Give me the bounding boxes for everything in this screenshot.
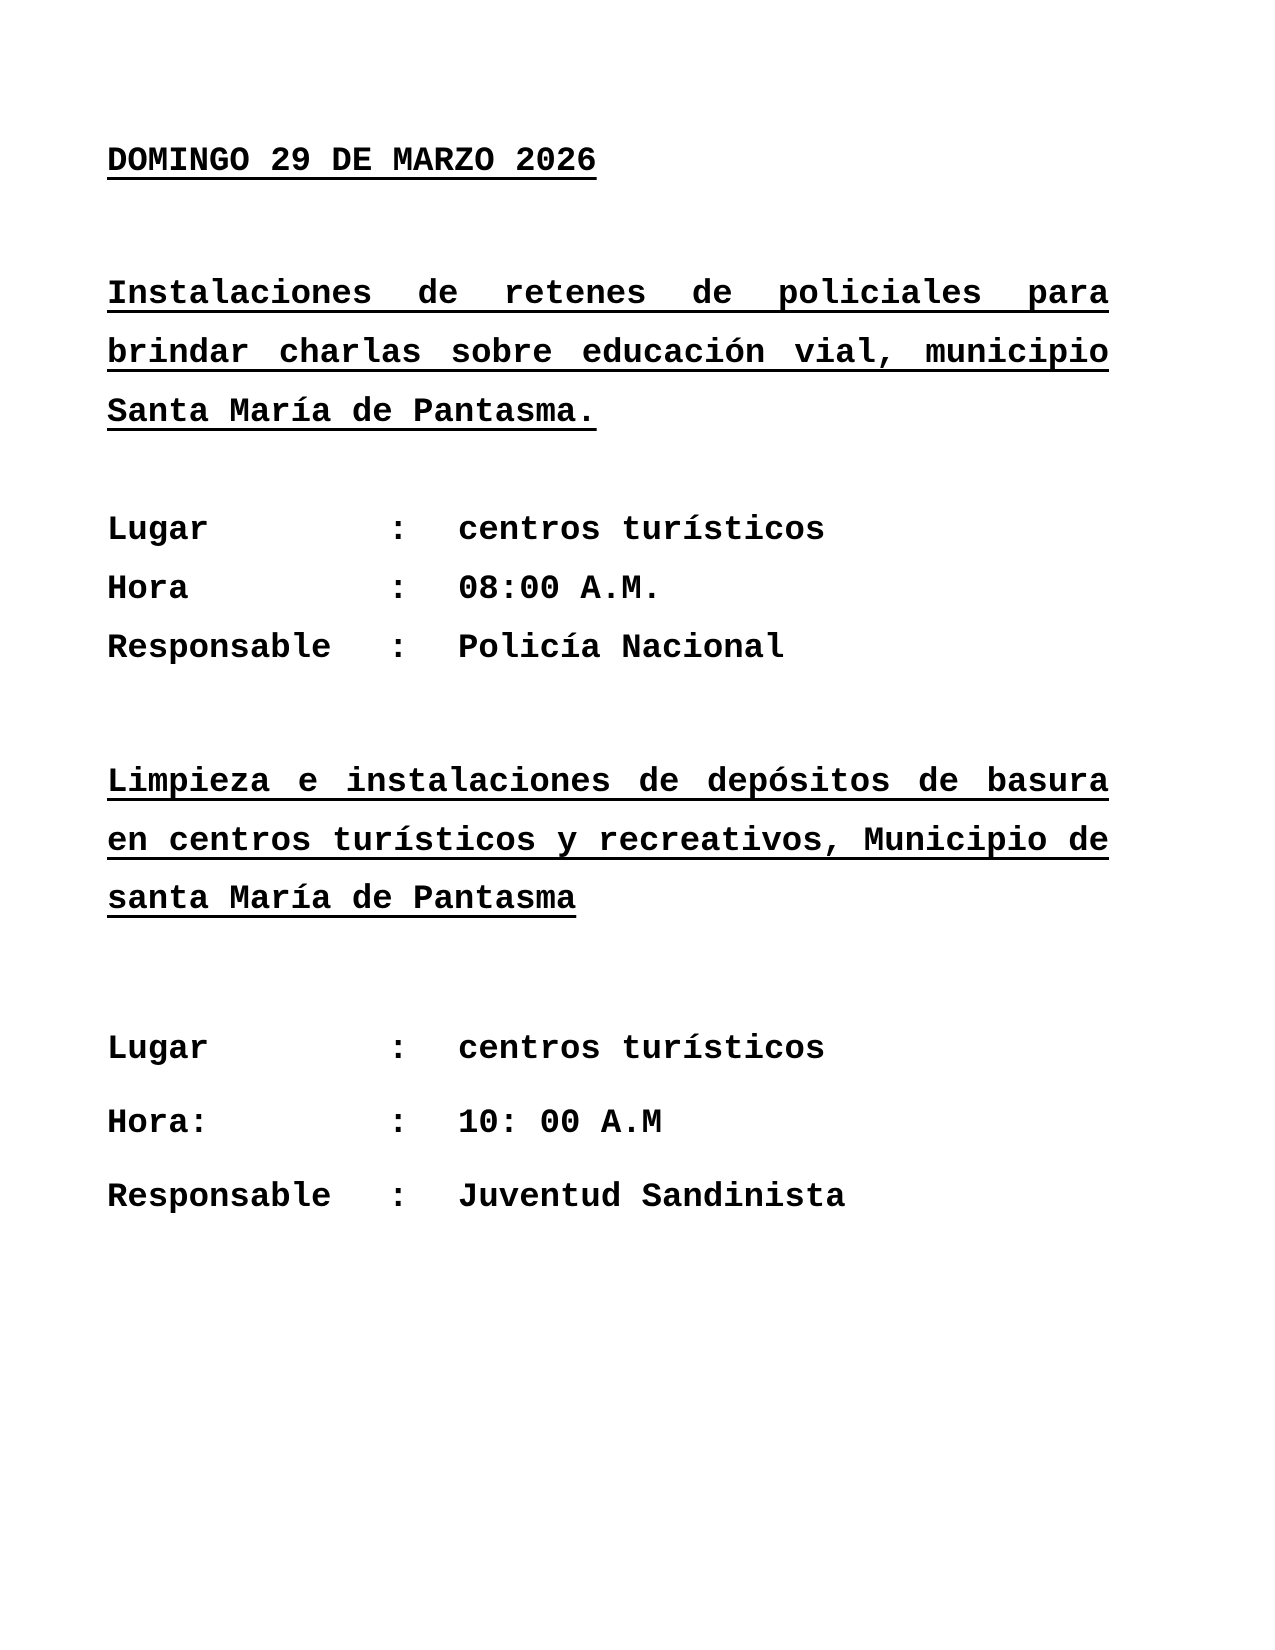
activity-title-line: Limpieza e instalaciones de depósitos de basura <box>107 764 1109 802</box>
detail-value: 08:00 A.M. <box>458 571 663 609</box>
detail-label: Lugar <box>107 1031 210 1069</box>
detail-value: centros turísticos <box>458 512 826 550</box>
detail-separator: : <box>388 1105 409 1143</box>
detail-value: centros turísticos <box>458 1031 826 1069</box>
activity-title-line: Instalaciones de retenes de policiales para <box>107 276 1109 314</box>
detail-label: Hora: <box>107 1105 210 1143</box>
detail-value: 10: 00 A.M <box>458 1105 663 1143</box>
detail-label: Responsable <box>107 1179 332 1217</box>
activity-title-line: santa María de Pantasma <box>107 881 577 919</box>
detail-label: Hora <box>107 571 189 609</box>
detail-separator: : <box>388 630 409 668</box>
detail-separator: : <box>388 1031 409 1069</box>
detail-value: Juventud Sandinista <box>458 1179 846 1217</box>
detail-value: Policía Nacional <box>458 630 785 668</box>
activity-title-line: brindar charlas sobre educación vial, municipio <box>107 335 1109 373</box>
detail-separator: : <box>388 1179 409 1217</box>
detail-separator: : <box>388 512 409 550</box>
activity-title-line: Santa María de Pantasma. <box>107 394 597 432</box>
detail-separator: : <box>388 571 409 609</box>
activity-title-line: en centros turísticos y recreativos, Municipio de <box>107 823 1109 861</box>
detail-label: Responsable <box>107 630 332 668</box>
detail-label: Lugar <box>107 512 210 550</box>
date-heading: DOMINGO 29 DE MARZO 2026 <box>107 143 597 181</box>
